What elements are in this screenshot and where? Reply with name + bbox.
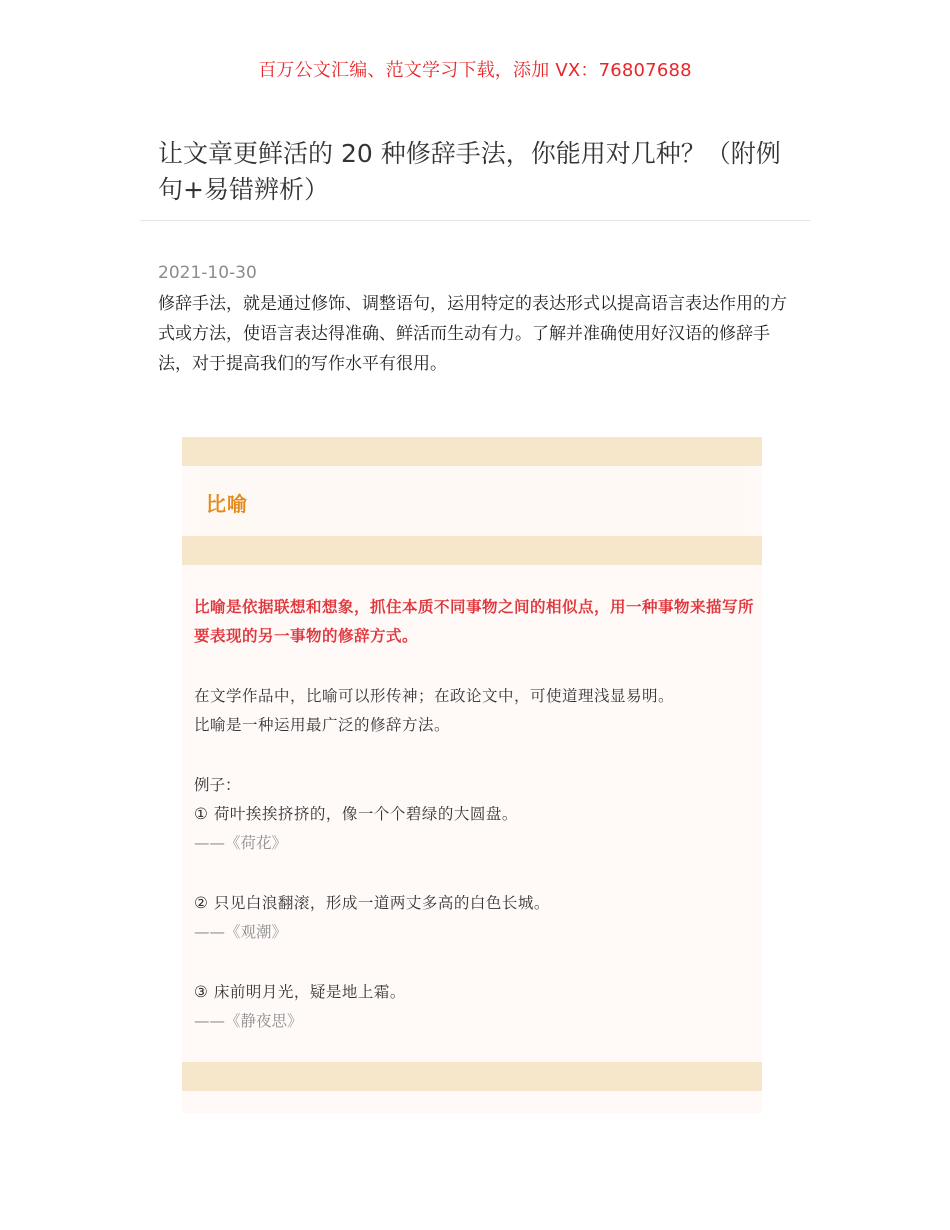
card-band-middle [182,536,762,565]
examples-label: 例子： [194,776,241,794]
usage-line: 在文学作品中，比喻可以形传神；在政论文中，可使道理浅显易明。 [194,687,675,705]
section-definition: 比喻是依据联想和想象，抓住本质不同事物之间的相似点，用一种事物来描写所要表现的另一事物的修辞方式。 [194,598,755,645]
example-text: ① 荷叶挨挨挤挤的，像一个个碧绿的大圆盘。 [194,805,518,823]
example-item [194,889,754,947]
section-heading: 比喻 [206,492,248,516]
article-intro: 修辞手法，就是通过修饰、调整语句，运用特定的表达形式以提高语言表达作用的方式或方法，使语言表达得准确、鲜活而生动有力。了解并准确使用好汉语的修辞手法，对于提高我们的写作水平有很用。 [158,294,787,374]
figure-of-speech-card [182,437,762,1113]
example-source: ——《观潮》 [194,923,288,941]
example-item [194,800,754,858]
example-text: ② 只见白浪翻滚，形成一道两丈多高的白色长城。 [194,894,550,912]
usage-line: 比喻是一种运用最广泛的修辞方法。 [194,716,451,734]
card-band-top [182,437,762,466]
section-heading-box [194,466,750,536]
article-title: 让文章更鲜活的 20 种修辞手法，你能用对几种？（附例句+易错辨析） [158,139,781,204]
example-source: ——《静夜思》 [194,1012,303,1030]
example-item [194,978,754,1036]
example-text: ③ 床前明月光，疑是地上霜。 [194,983,406,1001]
example-source: ——《荷花》 [194,834,288,852]
section-usage [194,682,754,740]
watermark-banner: 百万公文汇编、范文学习下载，添加 VX：76807688 [258,60,692,81]
card-band-bottom [182,1062,762,1091]
publish-date: 2021-10-30 [158,263,257,283]
title-divider [140,220,810,221]
